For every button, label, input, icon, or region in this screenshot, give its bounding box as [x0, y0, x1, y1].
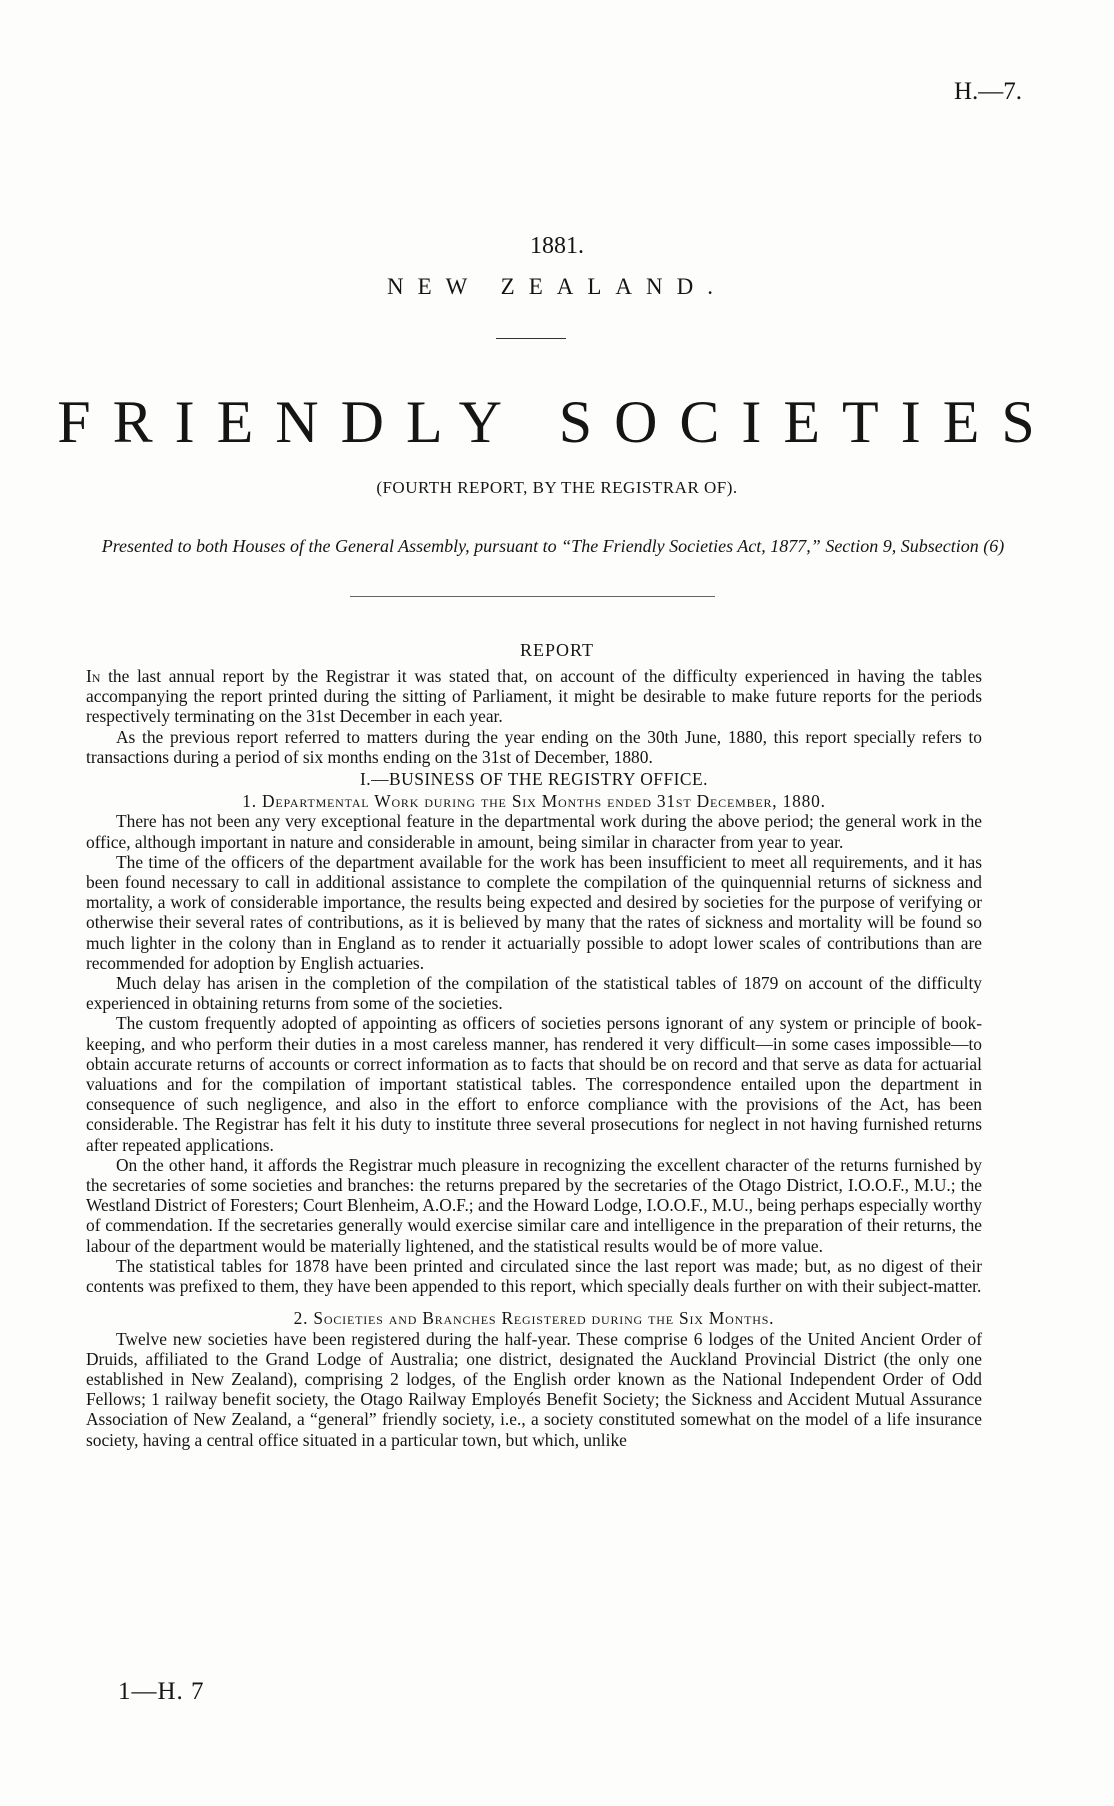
parliamentary-paper-reference: H.—7.	[953, 78, 1022, 105]
report-heading: REPORT	[520, 640, 594, 660]
paragraph: As the previous report referred to matters during the year ending on the 30th June, 1880, this report specially refers to transactions during a period of six months ending on the 31st of December, 1880.	[86, 726, 982, 767]
paragraph: Much delay has arisen in the completion of the compilation of the statistical tables of 1879 on account of the difficulty experienced in obtaining returns from some of the societies.	[86, 973, 982, 1014]
paragraph: The custom frequently adopted of appointing as officers of societies persons ignorant of any system or principle of book-keeping, and who perform their duties in a most careless manner, has rendered it very difficult—in some cases impossible—to obtain accurate returns of accounts or correct information as to facts that should be on record and that serve as data for actuarial valuations and for the compilation of important statistical tables. The correspondence entailed upon the department in consequence of such negligence, and also in the effort to enforce compliance with the provisions of the Act, has been considerable. The Registrar has felt it his duty to institute three several prosecutions for neglect in not having furnished returns after repeated applications.	[86, 1013, 982, 1155]
paragraph: There has not been any very exceptional feature in the departmental work during the above period; the general work in the office, although important in nature and considerable in amount, being similar in character from year to year.	[86, 811, 982, 852]
subsection-heading: 2. Societies and Branches Registered during the Six Months.	[293, 1308, 775, 1329]
presentation-note: Presented to both Houses of the General Assembly, pursuant to “The Friendly Societies Act, 1877,” Section 9, Subsection (6)	[101, 536, 1005, 556]
paragraph: In the last annual report by the Registrar it was stated that, on account of the difficulty experienced in having the tables accompanying the report printed during the sitting of Parliament, it might be desirable to make future reports for the periods respectively terminating on the 31st December in each year.	[86, 666, 982, 727]
paragraph: On the other hand, it affords the Registrar much pleasure in recognizing the excellent character of the returns furnished by the secretaries of some societies and branches: the returns prepared by the secretaries of the Otago District, I.O.O.F., M.U.; the Westland District of Foresters; Court Blenheim, A.O.F.; and the Howard Lodge, I.O.O.F., M.U., being perhaps especially worthy of commendation. If the secretaries generally would exercise similar care and intelligence in the preparation of their returns, the labour of the department would be materially lightened, and the statistical results would be of more value.	[86, 1154, 982, 1256]
paragraph: The time of the officers of the department available for the work has been insufficient to meet all requirements, and it has been found necessary to call in additional assistance to complete the compilation of the quinquennial returns of sickness and mortality, a work of considerable importance, the results being expected and desired by societies for the purpose of verifying or otherwise their several rates of contributions, as it is believed by many that the rates of sickness and mortality will be found so much lighter in the colony than in England as to render it actuarially possible to adopt lower scales of contributions than are recommended for adoption by English actuaries.	[86, 851, 982, 973]
country-heading: NEW ZEALAND.	[386, 274, 728, 299]
section-heading: I.—BUSINESS OF THE REGISTRY OFFICE.	[360, 769, 708, 790]
long-divider	[350, 596, 715, 597]
report-body	[86, 666, 982, 1450]
paragraph: The statistical tables for 1878 have been printed and circulated since the last report was made; but, as no digest of their contents was prefixed to them, they have been appended to this report, which specially deals further on with their subject-matter.	[86, 1255, 982, 1297]
document-title: FRIENDLY SOCIETIES	[57, 389, 1057, 455]
drop-word: In	[86, 666, 101, 686]
short-divider	[496, 338, 566, 339]
subsection-heading: 1. Departmental Work during the Six Months ended 31st December, 1880.	[242, 791, 826, 812]
document-subtitle: (FOURTH REPORT, BY THE REGISTRAR OF).	[376, 478, 738, 497]
page-signature: 1—H. 7	[118, 1678, 205, 1705]
publication-year: 1881.	[530, 233, 584, 259]
paragraph: Twelve new societies have been registered during the half-year. These comprise 6 lodges of the United Ancient Order of Druids, affiliated to the Grand Lodge of Australia; one district, designated the Auckland Provincial District (the only one established in New Zealand), comprising 2 lodges, of the English order known as the National Independent Order of Odd Fellows; 1 railway benefit society, the Otago Railway Employés Benefit Society; the Sickness and Accident Mutual Assurance Association of New Zealand, a “general” friendly society, i.e., a society constituted somewhat on the model of a life insurance society, having a central office situated in a particular town, but which, unlike	[86, 1328, 982, 1450]
